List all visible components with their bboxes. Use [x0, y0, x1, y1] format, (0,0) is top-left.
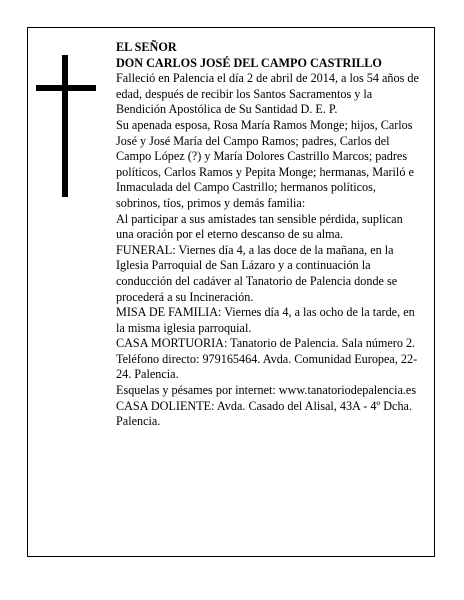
- cross-horizontal-bar: [36, 85, 96, 91]
- cross-vertical-bar: [62, 55, 68, 197]
- cross-icon: [36, 55, 96, 197]
- bereaved-home-info: CASA DOLIENTE: Avda. Casado del Alisal, 43A - 4º Dcha. Palencia.: [116, 398, 413, 429]
- obituary-heading: EL SEÑOR: [116, 40, 177, 54]
- death-announcement: Falleció en Palencia el día 2 de abril de 2014, a los 54 años de edad, después de recibir los Santos Sacramentos y la Bendición Apostólica de Su Santidad D. E. P.: [116, 71, 419, 117]
- prayer-request: Al participar a sus amistades tan sensible pérdida, suplican una oración por el eterno descanso de su alma.: [116, 211, 403, 242]
- obituary-text: [116, 40, 422, 430]
- condolences-info: Esquelas y pésames por internet: www.tanatoriodepalencia.es: [116, 383, 417, 398]
- family-list: Su apenada esposa, Rosa María Ramos Monge; hijos, Carlos José y José María del Campo Ramos; padres, Carlos del Campo López (?) y María Dolores Castrillo Marcos; padres políticos, Carlos Ramos y Pepita Monge; hermanas, Mariló e Inmaculada del Campo Castrillo; hermanos políticos, sobrinos, tíos, primos y demás familia:: [116, 117, 414, 210]
- funeral-info: FUNERAL: Viernes día 4, a las doce de la mañana, en la Iglesia Parroquial de San Lázaro y a continuación la conducción del cadáver al Tanatorio de Palencia donde se procederá a su Incineración.: [116, 242, 398, 304]
- deceased-name: DON CARLOS JOSÉ DEL CAMPO CASTRILLO: [116, 55, 382, 70]
- family-mass-info: MISA DE FAMILIA: Viernes día 4, a las ocho de la tarde, en la misma iglesia parroquial.: [116, 305, 415, 335]
- mortuary-info: CASA MORTUORIA: Tanatorio de Palencia. Sala número 2. Teléfono directo: 979165464. Avda. Comunidad Europea, 22-24. Palencia.: [116, 336, 418, 382]
